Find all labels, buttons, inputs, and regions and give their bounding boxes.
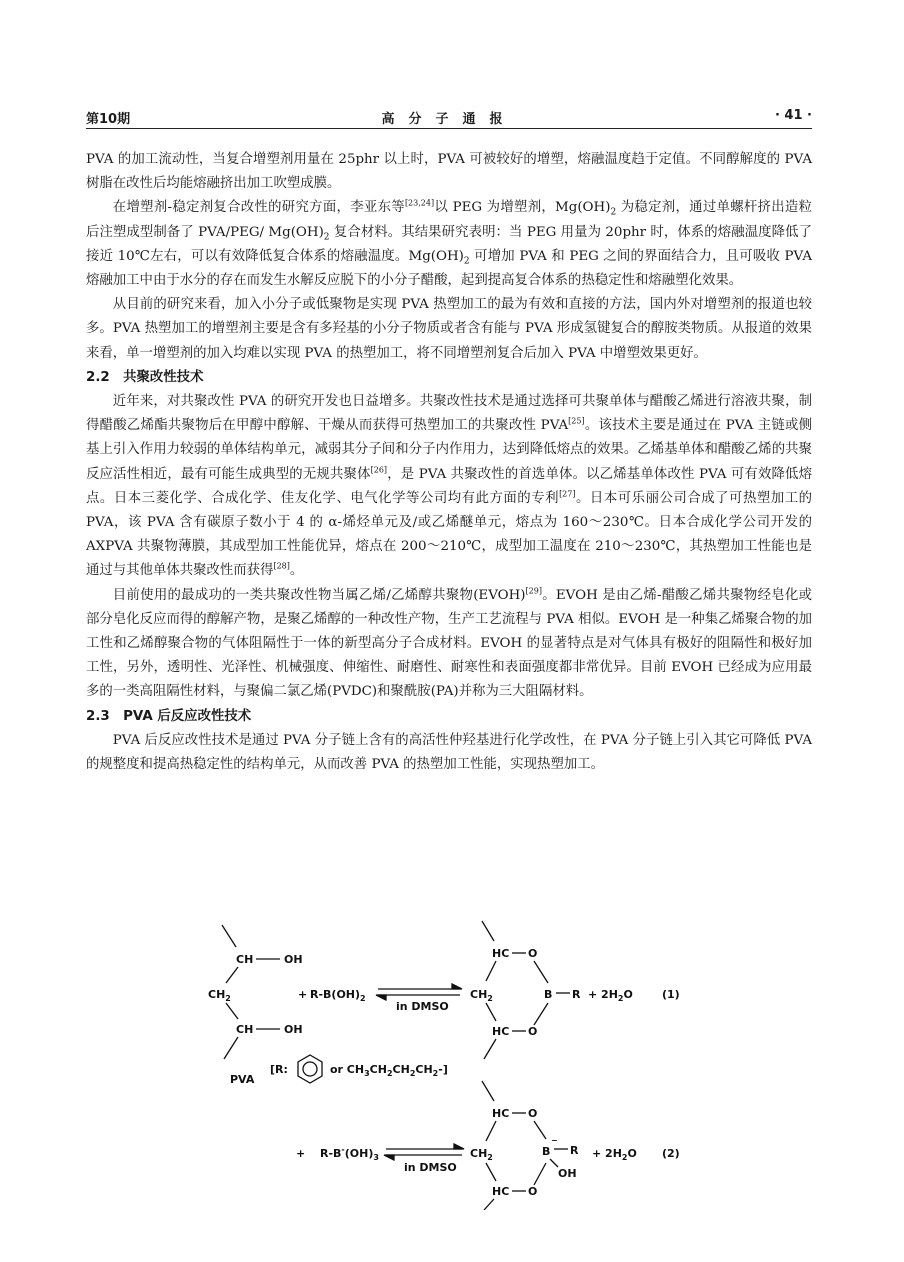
- bond: [534, 1121, 546, 1139]
- reaction-scheme: [200, 905, 720, 1210]
- r-label: R: [572, 988, 581, 1001]
- header-rule: [86, 128, 812, 129]
- phenyl-ring-circle: [303, 1062, 317, 1076]
- bond: [486, 1121, 496, 1141]
- article-body: [86, 148, 812, 777]
- paragraph-1: PVA 的加工流动性，当复合增塑剂用量在 25phr 以上时，PVA 可被较好的增塑，熔融温度趋于定值。不同醇解度的 PVA 树脂在改性后均能熔融挤出加工吹塑成膜。: [86, 152, 812, 192]
- borate-label: $R-B^-(OH)_3$: [320, 1145, 379, 1162]
- r-definition: or $CH_3CH_2CH_2CH_2-$]: [330, 1063, 448, 1078]
- oh-label: OH: [284, 953, 303, 966]
- plus-sign-2: +: [296, 1147, 306, 1160]
- citation: [23,24]: [404, 198, 435, 208]
- bond: [482, 921, 494, 941]
- bond: [482, 1081, 494, 1101]
- bond: [486, 961, 496, 981]
- bond: [226, 967, 238, 983]
- o-label-2: O: [528, 1025, 538, 1038]
- hc-label-2: HC: [492, 1025, 510, 1038]
- ch-label-2: CH: [236, 1023, 254, 1036]
- o-label: O: [528, 947, 538, 960]
- paragraph-5: 目前使用的最成功的一类共聚改性物当属乙烯/乙烯醇共聚物(EVOH)[29]。EVOH 是由乙烯-醋酸乙烯共聚物经皂化或部分皂化反应而得的醇解产物，是聚乙烯醇的一种改性产物，生产工艺流程与 PVA 相似。EVOH 是一种集乙烯聚合物的加工性和乙烯醇聚合物的气体阻隔性于一体的新型高分子合成材料。EVOH 的显著特点是对气体具有极好的阻隔性和极好加工性，另外，透明性、光泽性、机械强度、伸缩性、耐磨性、耐寒性和表面强度都非常优异。目前 EVOH 已经成为应用最多的一类高阻隔性材料，与聚偏二氯乙烯(PVDC)和聚酰胺(PA)并称为三大阻隔材料。: [86, 586, 812, 700]
- pva-label: PVA: [230, 1073, 255, 1086]
- ch2-label: $CH_2$: [208, 988, 231, 1003]
- plus-sign: +: [298, 988, 308, 1001]
- arrow-head: [384, 1155, 394, 1160]
- solvent-label: in DMSO: [396, 1000, 449, 1013]
- equation-number-1: (1): [662, 988, 680, 1001]
- equation-number-2: (2): [662, 1147, 680, 1160]
- section-heading-2-2: 2.2 共聚改性技术: [86, 369, 204, 385]
- boron-charge: −: [551, 1136, 558, 1145]
- water-label-2: + $2H_2O$: [592, 1147, 637, 1162]
- bond: [484, 1199, 494, 1210]
- ch2-label-ring: $CH_2$: [470, 988, 493, 1003]
- journal-title: 高分子通报: [381, 112, 517, 127]
- bond: [550, 1159, 558, 1167]
- citation: [27]: [559, 489, 576, 499]
- hc-label-3: HC: [492, 1107, 510, 1120]
- paragraph-4: 近年来，对共聚改性 PVA 的研究开发也日益增多。共聚改性技术是通过选择可共聚单体与醋酸乙烯进行溶液共聚，制得醋酸乙烯酯共聚物后在甲醇中醇解、干燥从而获得可热塑加工的共聚改性 PVA[25]。该技术主要是通过在 PVA 主链或侧基上引入作用力较弱的单体结构单元，减弱其分子间和分子内作用力，达到降低熔点的效果。乙烯基单体和醋酸乙烯的共聚反应活性相近，最有可能生成典型的无规共聚体[26]，是 PVA 共聚改性的首选单体。以乙烯基单体改性 PVA 可有效降低熔点。日本三菱化学、合成化学、佳友化学、电气化学等公司均有此方面的专利[27]。日本可乐丽公司合成了可热塑加工的 PVA，该 PVA 含有碳原子数小于 4 的 α-烯烃单元及/或乙烯醚单元，熔点为 160～230℃。日本合成化学公司开发的 AXPVA 共聚物薄膜，其成型加工性能优异，熔点在 200～210℃，成型加工温度在 210～230℃，其热塑加工性能也是通过与其他单体共聚改性而获得[28]。: [86, 394, 813, 579]
- arrow-head: [454, 1144, 464, 1149]
- citation: [26]: [370, 465, 388, 475]
- boron-label-2: B: [542, 1145, 551, 1158]
- section-heading-2-3: 2.3 PVA 后反应改性技术: [86, 708, 252, 724]
- bond: [486, 1003, 496, 1021]
- oh-label-2: OH: [284, 1023, 303, 1036]
- o-label-4: O: [528, 1185, 538, 1198]
- oh-label-3: OH: [558, 1167, 577, 1180]
- phenyl-ring-icon: [298, 1055, 322, 1083]
- paragraph-3: 从目前的研究来看，加入小分子或低聚物是实现 PVA 热塑加工的最为有效和直接的方法，国内外对增塑剂的报道也较多。PVA 热塑加工的增塑剂主要是含有多羟基的小分子物质或者含有能与 PVA 形成氢键复合的醇胺类物质。从报道的效果来看，单一增塑剂的加入均难以实现 PVA 的热塑加工，将不同增塑剂复合后加入 PVA 中增塑效果更好。: [86, 297, 812, 361]
- bond: [534, 1003, 548, 1025]
- bond: [226, 1003, 238, 1019]
- boron-label: B: [544, 988, 553, 1001]
- r-label-2: R: [570, 1144, 579, 1157]
- boronic-acid-label: $R-B(OH)_2$: [310, 988, 366, 1003]
- ch-label: CH: [236, 953, 254, 966]
- bond: [484, 1039, 496, 1059]
- running-header: [86, 104, 812, 128]
- bond: [486, 1163, 496, 1181]
- citation: [28]: [273, 561, 290, 571]
- paragraph-2: 在增塑剂-稳定剂复合改性的研究方面，李亚东等[23,24]以 PEG 为增塑剂，$Mg(OH)_2$ 为稳定剂，通过单螺杆挤出造粒后注塑成型制备了 PVA/PEG/ $Mg(OH)_2$ 复合材料。其结果研究表明：当 PEG 用量为 20phr 时，体系的熔融温度降低了接近 10℃左右，可以有效降低复合体系的熔融温度。$Mg(OH)_2$ 可增加 PVA 和 PEG 之间的界面结合力，且可吸收 PVA 熔融加工中由于水分的存在而发生水解反应脱下的小分子醋酸，起到提高复合体系的热稳定性和熔融塑化效果。: [86, 198, 812, 289]
- solvent-label-2: in DMSO: [404, 1161, 457, 1174]
- bond: [224, 1037, 238, 1059]
- paragraph-6: PVA 后反应改性技术是通过 PVA 分子链上含有的高活性仲羟基进行化学改性，在 PVA 分子链上引入其它可降低 PVA 的规整度和提高热稳定性的结构单元，从而改善 PVA 的热塑加工性能，实现热塑加工。: [86, 732, 812, 773]
- page-number: · 41 ·: [774, 108, 812, 123]
- arrow-head: [376, 995, 386, 1000]
- bond: [534, 961, 548, 983]
- ch2-label-ring-2: $CH_2$: [470, 1147, 493, 1162]
- arrow-head: [452, 984, 462, 989]
- citation: [25]: [568, 416, 585, 426]
- hc-label: HC: [492, 947, 510, 960]
- water-label: + $2H_2O$: [588, 988, 633, 1003]
- hc-label-4: HC: [492, 1185, 510, 1198]
- r-definition-open: [R:: [270, 1063, 288, 1076]
- bond: [222, 925, 236, 947]
- o-label-3: O: [528, 1107, 538, 1120]
- bond: [534, 1163, 546, 1185]
- issue-number: 第10期: [86, 112, 131, 127]
- citation: [29]: [525, 586, 542, 596]
